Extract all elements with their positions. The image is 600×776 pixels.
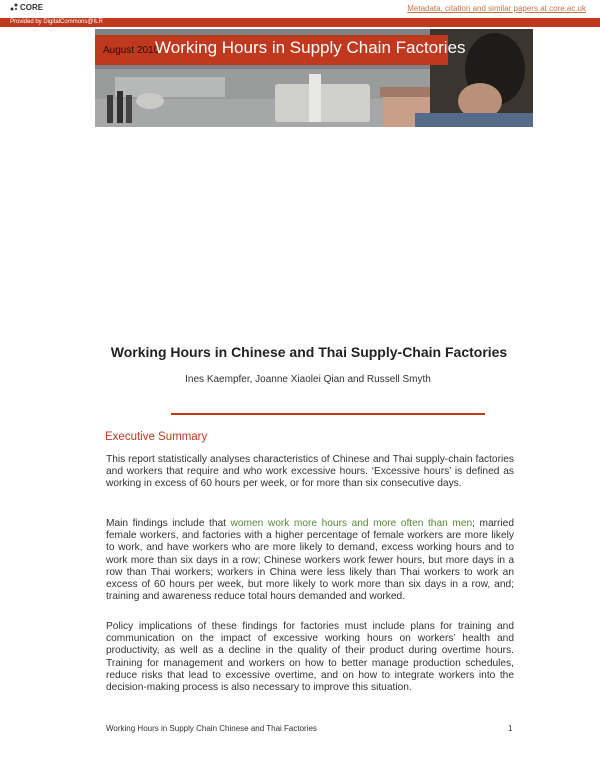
paragraph-2-lead: Main findings include that xyxy=(106,518,231,529)
summary-paragraph-3: Policy implications of these findings for factories must include plans for training and communication on the impact of excessive working hours on workers’ health and productivity, as well as a decline in the quality of their product during overtime hours. Training for management and workers on how to better manage production schedules, reduce risks that lead to excessive overtime, and on how to integrate workers into the decision-making process is also necessary to improve this situation. xyxy=(106,621,514,694)
core-logo[interactable] xyxy=(10,3,43,12)
top-bar xyxy=(0,0,600,18)
summary-paragraph-1: This report statistically analyses characteristics of Chinese and Thai supply-chain factories and workers that require and who work excessive hours. ‘Excessive hours’ is defined as working in excess of 60 hours per week, or for more than six consecutive days. xyxy=(106,454,514,490)
authors: Ines Kaempfer, Joanne Xiaolei Qian and Russell Smyth xyxy=(185,374,431,385)
banner-date: August 2010 xyxy=(103,45,160,56)
footer-text: Working Hours in Supply Chain Chinese and Thai Factories xyxy=(106,724,317,733)
banner-title: Working Hours in Supply Chain Factories xyxy=(155,38,466,57)
metadata-link[interactable]: Metadata, citation and similar papers at core.ac.uk xyxy=(407,4,586,13)
paragraph-2-rest: ; married female workers, and factories with a higher percentage of female workers are more likely to work, and have workers who are more likely to demand, excess working hours and to work more than six days in a row; Chinese workers work fewer hours, but more days in a row than Thai workers; workers in China were less likely than Thai workers to work an excess of 60 hours per week, but more likely to work more than six days in a row, and; training and awareness reduce total hours demanded and worked. xyxy=(106,518,514,603)
executive-summary-heading: Executive Summary xyxy=(105,431,208,443)
core-label: CORE xyxy=(20,3,44,12)
page-number: 1 xyxy=(508,724,513,733)
paragraph-2-highlight: women work more hours and more often than men xyxy=(230,518,473,529)
summary-paragraph-2 xyxy=(106,518,514,603)
banner xyxy=(95,29,533,127)
report-title: Working Hours in Chinese and Thai Supply-Chain Factories xyxy=(110,344,508,360)
core-icon xyxy=(10,3,18,11)
banner-title-block xyxy=(95,35,466,65)
divider xyxy=(171,413,485,415)
provided-by-bar xyxy=(0,18,600,27)
provided-by-text[interactable]: Provided by DigitalCommons@ILR xyxy=(10,19,103,25)
